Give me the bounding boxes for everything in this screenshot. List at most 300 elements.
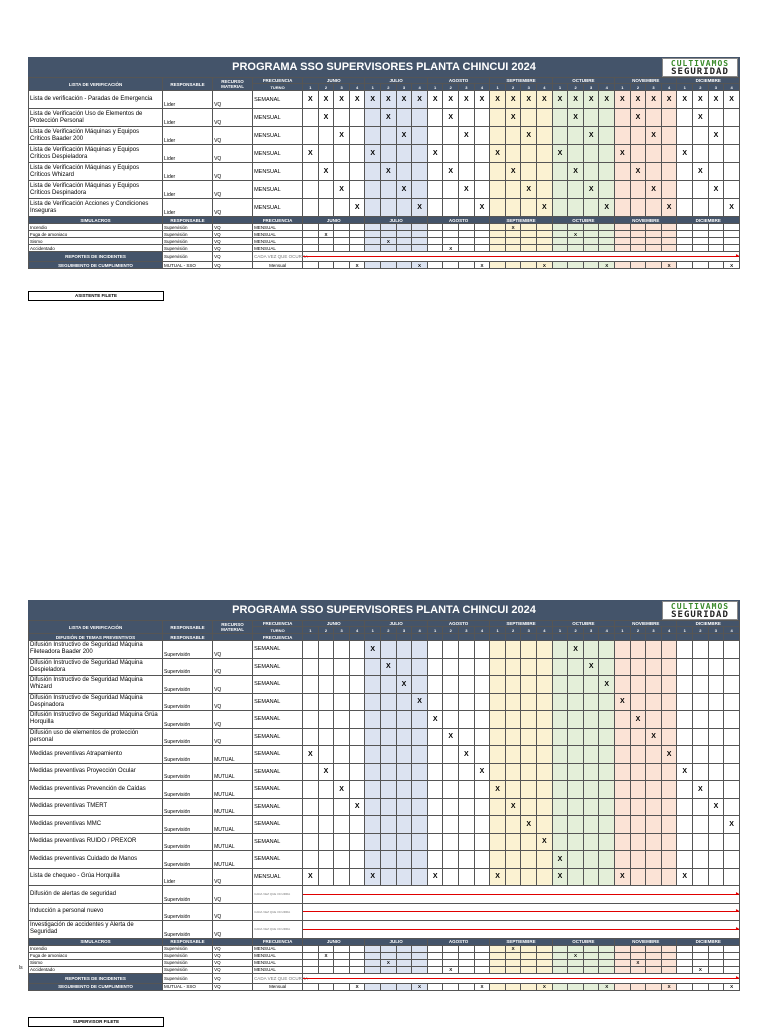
- schedule-cell[interactable]: X: [708, 91, 724, 109]
- schedule-cell[interactable]: [505, 127, 521, 145]
- schedule-cell[interactable]: [708, 959, 724, 966]
- schedule-cell[interactable]: X: [521, 181, 537, 199]
- schedule-cell[interactable]: [427, 245, 443, 252]
- schedule-cell[interactable]: X: [443, 966, 459, 973]
- schedule-cell[interactable]: [552, 711, 568, 729]
- schedule-cell[interactable]: [646, 763, 662, 781]
- schedule-cell[interactable]: [724, 224, 740, 231]
- schedule-cell[interactable]: [381, 781, 397, 799]
- schedule-cell[interactable]: [599, 127, 615, 145]
- schedule-cell[interactable]: [552, 763, 568, 781]
- schedule-cell[interactable]: [583, 693, 599, 711]
- schedule-cell[interactable]: [677, 127, 693, 145]
- schedule-cell[interactable]: X: [427, 711, 443, 729]
- schedule-cell[interactable]: [349, 181, 365, 199]
- schedule-cell[interactable]: [490, 658, 506, 676]
- schedule-cell[interactable]: [724, 728, 740, 746]
- schedule-cell[interactable]: [708, 231, 724, 238]
- schedule-cell[interactable]: [708, 851, 724, 869]
- schedule-cell[interactable]: [459, 868, 475, 886]
- schedule-cell[interactable]: [552, 798, 568, 816]
- schedule-cell[interactable]: [677, 781, 693, 799]
- schedule-cell[interactable]: [474, 181, 490, 199]
- schedule-cell[interactable]: [474, 816, 490, 834]
- schedule-cell[interactable]: [303, 199, 319, 217]
- schedule-cell[interactable]: [412, 952, 428, 959]
- schedule-cell[interactable]: [599, 693, 615, 711]
- schedule-cell[interactable]: X: [303, 91, 319, 109]
- schedule-cell[interactable]: [365, 952, 381, 959]
- schedule-cell[interactable]: [630, 763, 646, 781]
- schedule-cell[interactable]: [505, 966, 521, 973]
- schedule-cell[interactable]: [521, 245, 537, 252]
- schedule-cell[interactable]: [552, 816, 568, 834]
- schedule-cell[interactable]: X: [303, 746, 319, 764]
- schedule-cell[interactable]: [630, 851, 646, 869]
- schedule-cell[interactable]: [381, 816, 397, 834]
- schedule-cell[interactable]: [318, 224, 334, 231]
- schedule-cell[interactable]: [490, 181, 506, 199]
- schedule-cell[interactable]: [630, 238, 646, 245]
- schedule-cell[interactable]: [615, 641, 631, 659]
- schedule-cell[interactable]: [552, 781, 568, 799]
- schedule-cell[interactable]: [365, 728, 381, 746]
- schedule-cell[interactable]: [365, 224, 381, 231]
- schedule-cell[interactable]: [396, 231, 412, 238]
- schedule-cell[interactable]: [661, 959, 677, 966]
- schedule-cell[interactable]: [412, 728, 428, 746]
- schedule-cell[interactable]: X: [334, 91, 350, 109]
- schedule-cell[interactable]: [427, 952, 443, 959]
- schedule-cell[interactable]: [412, 868, 428, 886]
- schedule-cell[interactable]: [349, 145, 365, 163]
- schedule-cell[interactable]: [443, 224, 459, 231]
- schedule-cell[interactable]: [677, 966, 693, 973]
- schedule-cell[interactable]: [646, 746, 662, 764]
- schedule-cell[interactable]: [412, 181, 428, 199]
- schedule-cell[interactable]: [677, 224, 693, 231]
- schedule-cell[interactable]: [303, 693, 319, 711]
- schedule-cell[interactable]: [537, 641, 553, 659]
- schedule-cell[interactable]: [583, 746, 599, 764]
- schedule-cell[interactable]: [505, 833, 521, 851]
- schedule-cell[interactable]: [646, 245, 662, 252]
- schedule-cell[interactable]: X: [490, 868, 506, 886]
- schedule-cell[interactable]: [459, 231, 475, 238]
- schedule-cell[interactable]: [365, 676, 381, 694]
- schedule-cell[interactable]: X: [349, 262, 365, 269]
- schedule-cell[interactable]: [303, 245, 319, 252]
- schedule-cell[interactable]: [677, 798, 693, 816]
- schedule-cell[interactable]: [677, 833, 693, 851]
- schedule-cell[interactable]: [334, 711, 350, 729]
- schedule-cell[interactable]: [365, 711, 381, 729]
- schedule-cell[interactable]: [505, 781, 521, 799]
- schedule-cell[interactable]: [318, 945, 334, 952]
- schedule-cell[interactable]: [318, 693, 334, 711]
- schedule-cell[interactable]: [318, 641, 334, 659]
- schedule-cell[interactable]: [427, 833, 443, 851]
- schedule-cell[interactable]: X: [396, 91, 412, 109]
- schedule-cell[interactable]: [708, 109, 724, 127]
- schedule-cell[interactable]: [521, 711, 537, 729]
- schedule-cell[interactable]: [474, 798, 490, 816]
- schedule-cell[interactable]: [599, 952, 615, 959]
- schedule-cell[interactable]: [427, 238, 443, 245]
- schedule-cell[interactable]: [459, 245, 475, 252]
- schedule-cell[interactable]: X: [349, 199, 365, 217]
- schedule-cell[interactable]: [537, 798, 553, 816]
- schedule-cell[interactable]: [349, 641, 365, 659]
- schedule-cell[interactable]: [599, 746, 615, 764]
- schedule-cell[interactable]: X: [365, 145, 381, 163]
- schedule-cell[interactable]: [615, 199, 631, 217]
- schedule-cell[interactable]: [412, 224, 428, 231]
- schedule-cell[interactable]: [599, 231, 615, 238]
- schedule-cell[interactable]: [505, 658, 521, 676]
- schedule-cell[interactable]: X: [412, 262, 428, 269]
- schedule-cell[interactable]: [412, 676, 428, 694]
- schedule-cell[interactable]: [365, 658, 381, 676]
- schedule-cell[interactable]: [474, 658, 490, 676]
- schedule-cell[interactable]: [599, 851, 615, 869]
- schedule-cell[interactable]: [443, 945, 459, 952]
- schedule-cell[interactable]: [381, 199, 397, 217]
- schedule-cell[interactable]: [459, 851, 475, 869]
- schedule-cell[interactable]: [661, 763, 677, 781]
- schedule-cell[interactable]: [677, 728, 693, 746]
- schedule-cell[interactable]: [474, 851, 490, 869]
- schedule-cell[interactable]: [630, 145, 646, 163]
- schedule-cell[interactable]: [693, 952, 709, 959]
- schedule-cell[interactable]: X: [661, 262, 677, 269]
- schedule-cell[interactable]: X: [474, 983, 490, 990]
- schedule-cell[interactable]: [427, 763, 443, 781]
- schedule-cell[interactable]: [318, 711, 334, 729]
- schedule-cell[interactable]: [474, 676, 490, 694]
- schedule-cell[interactable]: X: [661, 983, 677, 990]
- schedule-cell[interactable]: [677, 199, 693, 217]
- schedule-cell[interactable]: X: [693, 91, 709, 109]
- schedule-cell[interactable]: [427, 746, 443, 764]
- schedule-cell[interactable]: [303, 952, 319, 959]
- schedule-cell[interactable]: [583, 262, 599, 269]
- schedule-cell[interactable]: [412, 231, 428, 238]
- schedule-cell[interactable]: X: [599, 91, 615, 109]
- schedule-cell[interactable]: [708, 262, 724, 269]
- schedule-cell[interactable]: [505, 983, 521, 990]
- schedule-cell[interactable]: [724, 945, 740, 952]
- schedule-cell[interactable]: [505, 746, 521, 764]
- schedule-cell[interactable]: [568, 658, 584, 676]
- schedule-cell[interactable]: [646, 816, 662, 834]
- schedule-cell[interactable]: [708, 952, 724, 959]
- schedule-cell[interactable]: [537, 245, 553, 252]
- schedule-cell[interactable]: [724, 781, 740, 799]
- schedule-cell[interactable]: [505, 693, 521, 711]
- schedule-cell[interactable]: [334, 952, 350, 959]
- schedule-cell[interactable]: [615, 163, 631, 181]
- schedule-cell[interactable]: [583, 983, 599, 990]
- schedule-cell[interactable]: [521, 952, 537, 959]
- schedule-cell[interactable]: [349, 781, 365, 799]
- schedule-cell[interactable]: [708, 983, 724, 990]
- schedule-cell[interactable]: [349, 816, 365, 834]
- schedule-cell[interactable]: [646, 952, 662, 959]
- schedule-cell[interactable]: [365, 781, 381, 799]
- schedule-cell[interactable]: [459, 262, 475, 269]
- schedule-cell[interactable]: [381, 181, 397, 199]
- schedule-cell[interactable]: [583, 231, 599, 238]
- schedule-cell[interactable]: [443, 199, 459, 217]
- schedule-cell[interactable]: [708, 816, 724, 834]
- schedule-cell[interactable]: [381, 833, 397, 851]
- schedule-cell[interactable]: [334, 798, 350, 816]
- schedule-cell[interactable]: [724, 231, 740, 238]
- schedule-cell[interactable]: [443, 641, 459, 659]
- schedule-cell[interactable]: X: [365, 91, 381, 109]
- schedule-cell[interactable]: X: [349, 798, 365, 816]
- schedule-cell[interactable]: [318, 868, 334, 886]
- schedule-cell[interactable]: [693, 728, 709, 746]
- schedule-cell[interactable]: [303, 763, 319, 781]
- schedule-cell[interactable]: [693, 868, 709, 886]
- schedule-cell[interactable]: [521, 945, 537, 952]
- schedule-cell[interactable]: [583, 851, 599, 869]
- schedule-cell[interactable]: [646, 231, 662, 238]
- schedule-cell[interactable]: [381, 231, 397, 238]
- schedule-cell[interactable]: X: [303, 145, 319, 163]
- schedule-cell[interactable]: [521, 966, 537, 973]
- schedule-cell[interactable]: [708, 199, 724, 217]
- schedule-cell[interactable]: [381, 851, 397, 869]
- schedule-cell[interactable]: [318, 262, 334, 269]
- schedule-cell[interactable]: [646, 966, 662, 973]
- schedule-cell[interactable]: [349, 868, 365, 886]
- schedule-cell[interactable]: [396, 641, 412, 659]
- schedule-cell[interactable]: [583, 833, 599, 851]
- schedule-cell[interactable]: [349, 658, 365, 676]
- schedule-cell[interactable]: [630, 966, 646, 973]
- schedule-cell[interactable]: X: [537, 983, 553, 990]
- schedule-cell[interactable]: [693, 676, 709, 694]
- schedule-cell[interactable]: X: [381, 658, 397, 676]
- schedule-cell[interactable]: [661, 224, 677, 231]
- schedule-cell[interactable]: [505, 816, 521, 834]
- schedule-cell[interactable]: [599, 109, 615, 127]
- schedule-cell[interactable]: [693, 763, 709, 781]
- schedule-cell[interactable]: X: [693, 109, 709, 127]
- schedule-cell[interactable]: [615, 851, 631, 869]
- schedule-cell[interactable]: X: [630, 711, 646, 729]
- schedule-cell[interactable]: [583, 238, 599, 245]
- schedule-cell[interactable]: [381, 966, 397, 973]
- schedule-cell[interactable]: X: [381, 959, 397, 966]
- schedule-cell[interactable]: [474, 746, 490, 764]
- schedule-cell[interactable]: [630, 641, 646, 659]
- schedule-cell[interactable]: [427, 983, 443, 990]
- schedule-cell[interactable]: [334, 199, 350, 217]
- schedule-cell[interactable]: [396, 262, 412, 269]
- schedule-cell[interactable]: [349, 728, 365, 746]
- schedule-cell[interactable]: [568, 262, 584, 269]
- schedule-cell[interactable]: [427, 127, 443, 145]
- schedule-cell[interactable]: X: [568, 231, 584, 238]
- schedule-cell[interactable]: [443, 658, 459, 676]
- schedule-cell[interactable]: [521, 641, 537, 659]
- schedule-cell[interactable]: [396, 959, 412, 966]
- schedule-cell[interactable]: [630, 983, 646, 990]
- schedule-cell[interactable]: [646, 833, 662, 851]
- schedule-cell[interactable]: [521, 798, 537, 816]
- schedule-cell[interactable]: [708, 693, 724, 711]
- schedule-cell[interactable]: X: [630, 91, 646, 109]
- schedule-cell[interactable]: [693, 816, 709, 834]
- schedule-cell[interactable]: [490, 746, 506, 764]
- schedule-cell[interactable]: [568, 245, 584, 252]
- schedule-cell[interactable]: [427, 693, 443, 711]
- schedule-cell[interactable]: [365, 798, 381, 816]
- schedule-cell[interactable]: [334, 746, 350, 764]
- schedule-cell[interactable]: [427, 945, 443, 952]
- schedule-cell[interactable]: [661, 231, 677, 238]
- schedule-cell[interactable]: [505, 868, 521, 886]
- schedule-cell[interactable]: [599, 763, 615, 781]
- schedule-cell[interactable]: [349, 763, 365, 781]
- schedule-cell[interactable]: [599, 224, 615, 231]
- schedule-cell[interactable]: [459, 711, 475, 729]
- schedule-cell[interactable]: [568, 711, 584, 729]
- schedule-cell[interactable]: [646, 945, 662, 952]
- schedule-cell[interactable]: [630, 781, 646, 799]
- schedule-cell[interactable]: [677, 959, 693, 966]
- schedule-cell[interactable]: [365, 966, 381, 973]
- schedule-cell[interactable]: [552, 952, 568, 959]
- schedule-cell[interactable]: [568, 224, 584, 231]
- schedule-cell[interactable]: [646, 238, 662, 245]
- schedule-cell[interactable]: [599, 868, 615, 886]
- schedule-cell[interactable]: [630, 231, 646, 238]
- schedule-cell[interactable]: [349, 163, 365, 181]
- schedule-cell[interactable]: [521, 851, 537, 869]
- schedule-cell[interactable]: [396, 238, 412, 245]
- schedule-cell[interactable]: X: [443, 245, 459, 252]
- schedule-cell[interactable]: [646, 199, 662, 217]
- schedule-cell[interactable]: X: [334, 181, 350, 199]
- schedule-cell[interactable]: [412, 959, 428, 966]
- schedule-cell[interactable]: [459, 798, 475, 816]
- schedule-cell[interactable]: [724, 959, 740, 966]
- schedule-cell[interactable]: [412, 658, 428, 676]
- schedule-cell[interactable]: [303, 262, 319, 269]
- schedule-cell[interactable]: [490, 199, 506, 217]
- schedule-cell[interactable]: [365, 163, 381, 181]
- schedule-cell[interactable]: [505, 711, 521, 729]
- schedule-cell[interactable]: [599, 966, 615, 973]
- schedule-cell[interactable]: [459, 163, 475, 181]
- schedule-cell[interactable]: X: [630, 959, 646, 966]
- schedule-cell[interactable]: X: [599, 199, 615, 217]
- schedule-cell[interactable]: [537, 231, 553, 238]
- schedule-cell[interactable]: [724, 868, 740, 886]
- schedule-cell[interactable]: [505, 238, 521, 245]
- schedule-cell[interactable]: X: [427, 145, 443, 163]
- schedule-cell[interactable]: [318, 181, 334, 199]
- schedule-cell[interactable]: X: [552, 145, 568, 163]
- schedule-cell[interactable]: [443, 231, 459, 238]
- schedule-cell[interactable]: [427, 959, 443, 966]
- schedule-cell[interactable]: [615, 262, 631, 269]
- schedule-cell[interactable]: [505, 245, 521, 252]
- schedule-cell[interactable]: [459, 763, 475, 781]
- schedule-cell[interactable]: [646, 868, 662, 886]
- schedule-cell[interactable]: X: [474, 763, 490, 781]
- schedule-cell[interactable]: [505, 763, 521, 781]
- schedule-cell[interactable]: [365, 127, 381, 145]
- schedule-cell[interactable]: [568, 693, 584, 711]
- schedule-cell[interactable]: [334, 833, 350, 851]
- schedule-cell[interactable]: [521, 238, 537, 245]
- schedule-cell[interactable]: [521, 983, 537, 990]
- schedule-cell[interactable]: [615, 728, 631, 746]
- schedule-cell[interactable]: [412, 763, 428, 781]
- schedule-cell[interactable]: X: [474, 262, 490, 269]
- schedule-cell[interactable]: [459, 199, 475, 217]
- schedule-cell[interactable]: [724, 109, 740, 127]
- schedule-cell[interactable]: [365, 833, 381, 851]
- schedule-cell[interactable]: [661, 952, 677, 959]
- schedule-cell[interactable]: [334, 262, 350, 269]
- schedule-cell[interactable]: [396, 816, 412, 834]
- schedule-cell[interactable]: [724, 763, 740, 781]
- schedule-cell[interactable]: [646, 262, 662, 269]
- schedule-cell[interactable]: [490, 833, 506, 851]
- schedule-cell[interactable]: [318, 145, 334, 163]
- schedule-cell[interactable]: [349, 224, 365, 231]
- schedule-cell[interactable]: [427, 816, 443, 834]
- schedule-cell[interactable]: [427, 224, 443, 231]
- schedule-cell[interactable]: X: [599, 676, 615, 694]
- schedule-cell[interactable]: [568, 833, 584, 851]
- schedule-cell[interactable]: [693, 798, 709, 816]
- schedule-cell[interactable]: X: [599, 262, 615, 269]
- schedule-cell[interactable]: X: [693, 163, 709, 181]
- schedule-cell[interactable]: [615, 676, 631, 694]
- schedule-cell[interactable]: X: [412, 983, 428, 990]
- schedule-cell[interactable]: [568, 127, 584, 145]
- schedule-cell[interactable]: [552, 833, 568, 851]
- schedule-cell[interactable]: [552, 262, 568, 269]
- schedule-cell[interactable]: X: [521, 816, 537, 834]
- schedule-cell[interactable]: [349, 693, 365, 711]
- schedule-cell[interactable]: [381, 693, 397, 711]
- schedule-cell[interactable]: [427, 851, 443, 869]
- schedule-cell[interactable]: [521, 231, 537, 238]
- schedule-cell[interactable]: [568, 746, 584, 764]
- schedule-cell[interactable]: X: [568, 952, 584, 959]
- schedule-cell[interactable]: [334, 245, 350, 252]
- schedule-cell[interactable]: [708, 763, 724, 781]
- schedule-cell[interactable]: [412, 145, 428, 163]
- schedule-cell[interactable]: [661, 798, 677, 816]
- schedule-cell[interactable]: X: [505, 798, 521, 816]
- schedule-cell[interactable]: [427, 966, 443, 973]
- schedule-cell[interactable]: [693, 181, 709, 199]
- schedule-cell[interactable]: [537, 781, 553, 799]
- schedule-cell[interactable]: [568, 199, 584, 217]
- schedule-cell[interactable]: [568, 983, 584, 990]
- schedule-cell[interactable]: [334, 966, 350, 973]
